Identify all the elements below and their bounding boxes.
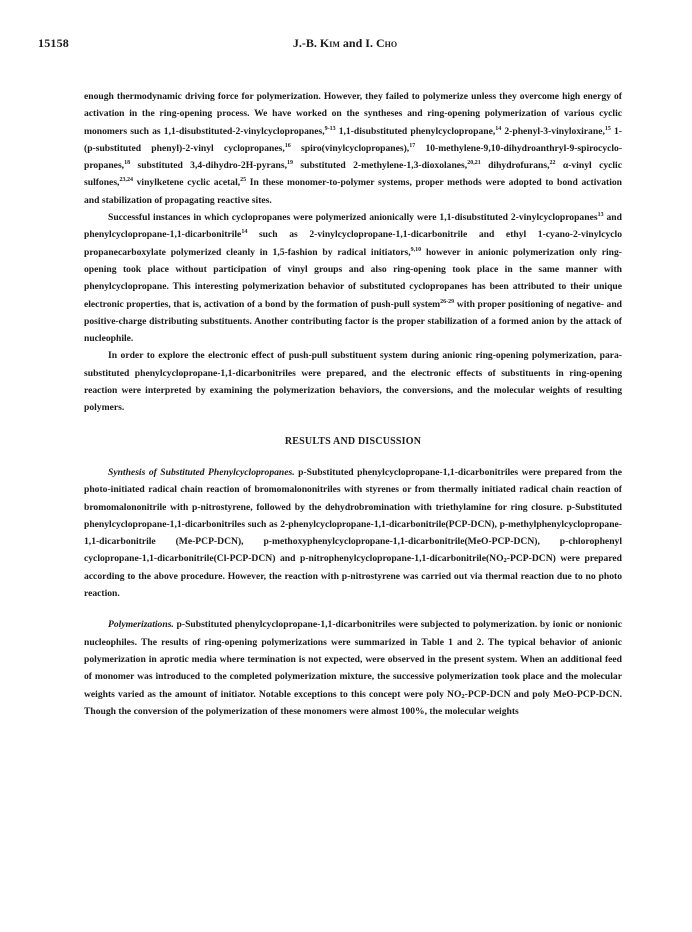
text-run: however in anionic polymerization only ring-opening took place without participation of vinyl groups and also ring-opening took place in the same manner with phenylcyclopropane. This interesting polymerization behavior of substituted cyclopropanes has been attributed to their unique electronic properties, that is, activation of a bond by the formation of push-pull system <box>84 246 622 310</box>
section-heading-results: RESULTS AND DISCUSSION <box>284 435 422 447</box>
text-run: p-Substituted phenylcyclopropane-1,1-dicarbonitriles were subjected to polymerization. by ionic or nonionic nucleophiles. The results of ring-opening polymerizations were summarized in Table 1 and 2. The typical behavior of anionic polymerization in aprotic media where termination is not expected, were observed in the present system. When an additional feed of monomer was introduced to the completed polymerization mixture, the successive polymerization took place and the molecular weights varied as the amount of initiator. Notable exceptions to this concept were poly NO <box>84 619 622 700</box>
paragraph-intro-3: In order to explore the electronic effect of push-pull substituent system during anionic ring-opening polymerization, para-substituted phenylcyclopropane-1,1-dicarbonitriles were prepared, and the electronic effects of substituents in ring-opening reaction were interpreted by examining the polymerization behaviors, the conversions, and the molecular weights of resulting polymers. <box>84 350 622 414</box>
reference-superscript: 14 <box>241 229 248 236</box>
text-run: p-Substituted phenylcyclopropane-1,1-dicarbonitriles were prepared from the photo-initiated radical chain reaction of bromomalononitriles with styrenes or from thermally initiated radical chain reaction of bromomalononitrile with p-nitrostyrene, followed by the dehydrobromination with triethylamine for ring closure. p-Substituted phenylcyclopropane-1,1-dicarbonitriles such as 2-phenylcyclopropane-1,1-dicarbonitrile(PCP-DCN), p-methylphenylcyclopropane-1,1-dicarbonitrile (Me-PCP-DCN), p-methoxyphenylcyclopropane-1,1-dicarbonitrile(MeO-PCP-DCN), p-chlorophenyl cyclopropane-1,1-dicarbonitrile(Cl-PCP-DCN) and p-nitrophenylcyclopropane-1,1-dicarbonitrile(NO <box>84 466 622 565</box>
text-run: and phenylcyclopropane-1,1-dicarbonitrile <box>84 212 622 241</box>
text-run: -PCP-DCN) were prepared according to the above procedure. However, the reaction with p-nitrostyrene was carried out via thermal reaction due to no photo reaction. <box>84 553 622 600</box>
authors-join: and I. <box>339 36 376 50</box>
paragraph-synthesis <box>84 464 622 602</box>
text-run: vinylketene cyclic acetal, <box>132 177 241 189</box>
page-number: 15158 <box>38 36 69 50</box>
subscript: 2 <box>503 557 507 565</box>
reference-superscript: 15 <box>604 125 611 132</box>
body-text <box>84 88 622 720</box>
running-head-authors <box>38 36 652 51</box>
authors-prefix: J.-B. <box>292 36 320 50</box>
author1-surname: Kim <box>319 36 340 50</box>
reference-superscript: 20,21 <box>467 160 481 167</box>
text-run: substituted 3,4-dihydro-2H-pyrans, <box>130 160 288 172</box>
reference-superscript: 22 <box>549 160 556 167</box>
text-run: 1-(p-substituted phenyl)-2-vinyl cyclopropanes, <box>84 125 622 154</box>
author2-surname: Cho <box>375 36 398 50</box>
reference-superscript: 16 <box>284 142 291 149</box>
text-run: 2-phenyl-3-vinyloxirane, <box>501 125 605 137</box>
paragraph-gap <box>84 602 622 616</box>
page-header <box>38 36 652 52</box>
subscript: 2 <box>461 692 465 700</box>
reference-superscript: 23,24 <box>119 177 133 184</box>
reference-superscript: 18 <box>124 160 131 167</box>
paragraph-intro-2 <box>84 209 622 347</box>
reference-superscript: 25 <box>240 177 247 184</box>
subsection-title-synthesis: Synthesis of Substituted Phenylcyclopropanes. <box>108 466 295 478</box>
reference-superscript: 9-13 <box>324 125 336 132</box>
text-run: Successful instances in which cyclopropanes were polymerized anionically were 1,1-disubstituted 2-vinylcyclopropanes <box>108 212 598 224</box>
paragraph-polymerizations <box>84 616 622 720</box>
text-run: spiro(vinylcyclopropanes), <box>290 142 410 154</box>
text-run: substituted 2-methylene-1,3-dioxolanes, <box>293 160 468 172</box>
reference-superscript: 13 <box>597 212 604 219</box>
reference-superscript: 17 <box>409 142 416 149</box>
text-run: with proper positioning of negative- and positive-charge distributing substituents. Another contributing factor is the proper stabilization of a formed anion by the attack of nucleophile. <box>84 298 622 345</box>
reference-superscript: 19 <box>287 160 294 167</box>
reference-superscript: 9,10 <box>410 246 422 253</box>
subsection-title-polymerizations: Polymerizations. <box>108 619 174 631</box>
text-run: such as 2-vinylcyclopropane-1,1-dicarbonitrile and ethyl 1-cyano-2-vinylcyclo propanecarboxylate polymerized cleanly in 1,5-fashion by radical initiators, <box>84 229 622 258</box>
reference-superscript: 26-29 <box>440 298 455 305</box>
reference-superscript: 14 <box>495 125 502 132</box>
text-run: α-vinyl cyclic sulfones, <box>84 160 622 189</box>
text-run: 1,1-disubstituted phenylcyclopropane, <box>335 125 496 137</box>
text-run: dihydrofurans, <box>480 160 550 172</box>
text-run: enough thermodynamic driving force for polymerization. However, they failed to polymerize unless they overcome high energy of activation in the ring-opening process. We have worked on the syntheses and ring-opening polymerization of various cyclic monomers such as 1,1-disubstituted-2-vinylcyclopropanes, <box>84 91 622 137</box>
text-run: -PCP-DCN and poly MeO-PCP-DCN. Though the conversion of the polymerization of these monomers were almost 100%, the molecular weights <box>84 688 622 717</box>
text-run: In these monomer-to-polymer systems, proper methods were adopted to bond activation and stabilization of propagating reactive sites. <box>84 177 622 206</box>
text-run: 10-methylene-9,10-dihydroanthryl-9-spirocyclo-propanes, <box>84 142 623 172</box>
paragraph-intro-1 <box>84 88 622 209</box>
